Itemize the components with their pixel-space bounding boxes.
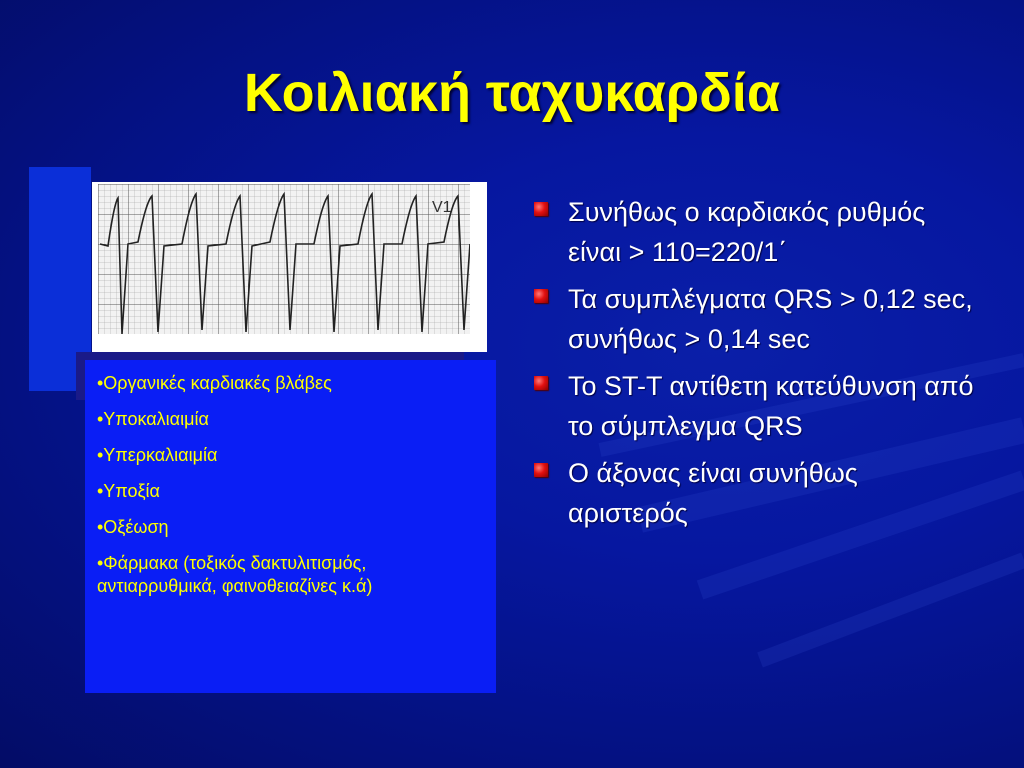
red-square-bullet-icon [534,202,548,216]
bullet-list [534,192,974,540]
bullet-text: Το ST-T αντίθετη κατεύθυνση από το σύμπλεγμα QRS [568,371,974,441]
red-square-bullet-icon [534,376,548,390]
cause-item: •Υπερκαλιαιμία [97,445,218,465]
bullet-item [534,192,974,272]
ecg-image [92,182,487,352]
cause-item: •Φάρμακα (τοξικός δακτυλιτισμός, αντιαρρυθμικά, φαινοθειαζίνες κ.ά) [97,553,373,596]
bullet-text: Τα συμπλέγματα QRS > 0,12 sec, συνήθως > 0,14 sec [568,284,973,354]
bullet-item [534,453,974,533]
bullet-text: Ο άξονας είναι συνήθως αριστερός [568,458,858,528]
ecg-lead-label: V1 [432,199,452,216]
bullet-text: Συνήθως ο καρδιακός ρυθμός είναι > 110=220/1΄ [568,197,926,267]
cause-item: •Υποξία [97,481,160,501]
bullet-item [534,279,974,359]
causes-box [85,360,496,693]
red-square-bullet-icon [534,289,548,303]
cause-item: •Οργανικές καρδιακές βλάβες [97,373,332,393]
bullet-item [534,366,974,446]
ecg-strip [98,184,470,334]
red-square-bullet-icon [534,463,548,477]
cause-item: •Οξέωση [97,517,169,537]
slide-title: Κοιλιακή ταχυκαρδία [243,63,781,123]
cause-item: •Υποκαλιαιμία [97,409,209,429]
